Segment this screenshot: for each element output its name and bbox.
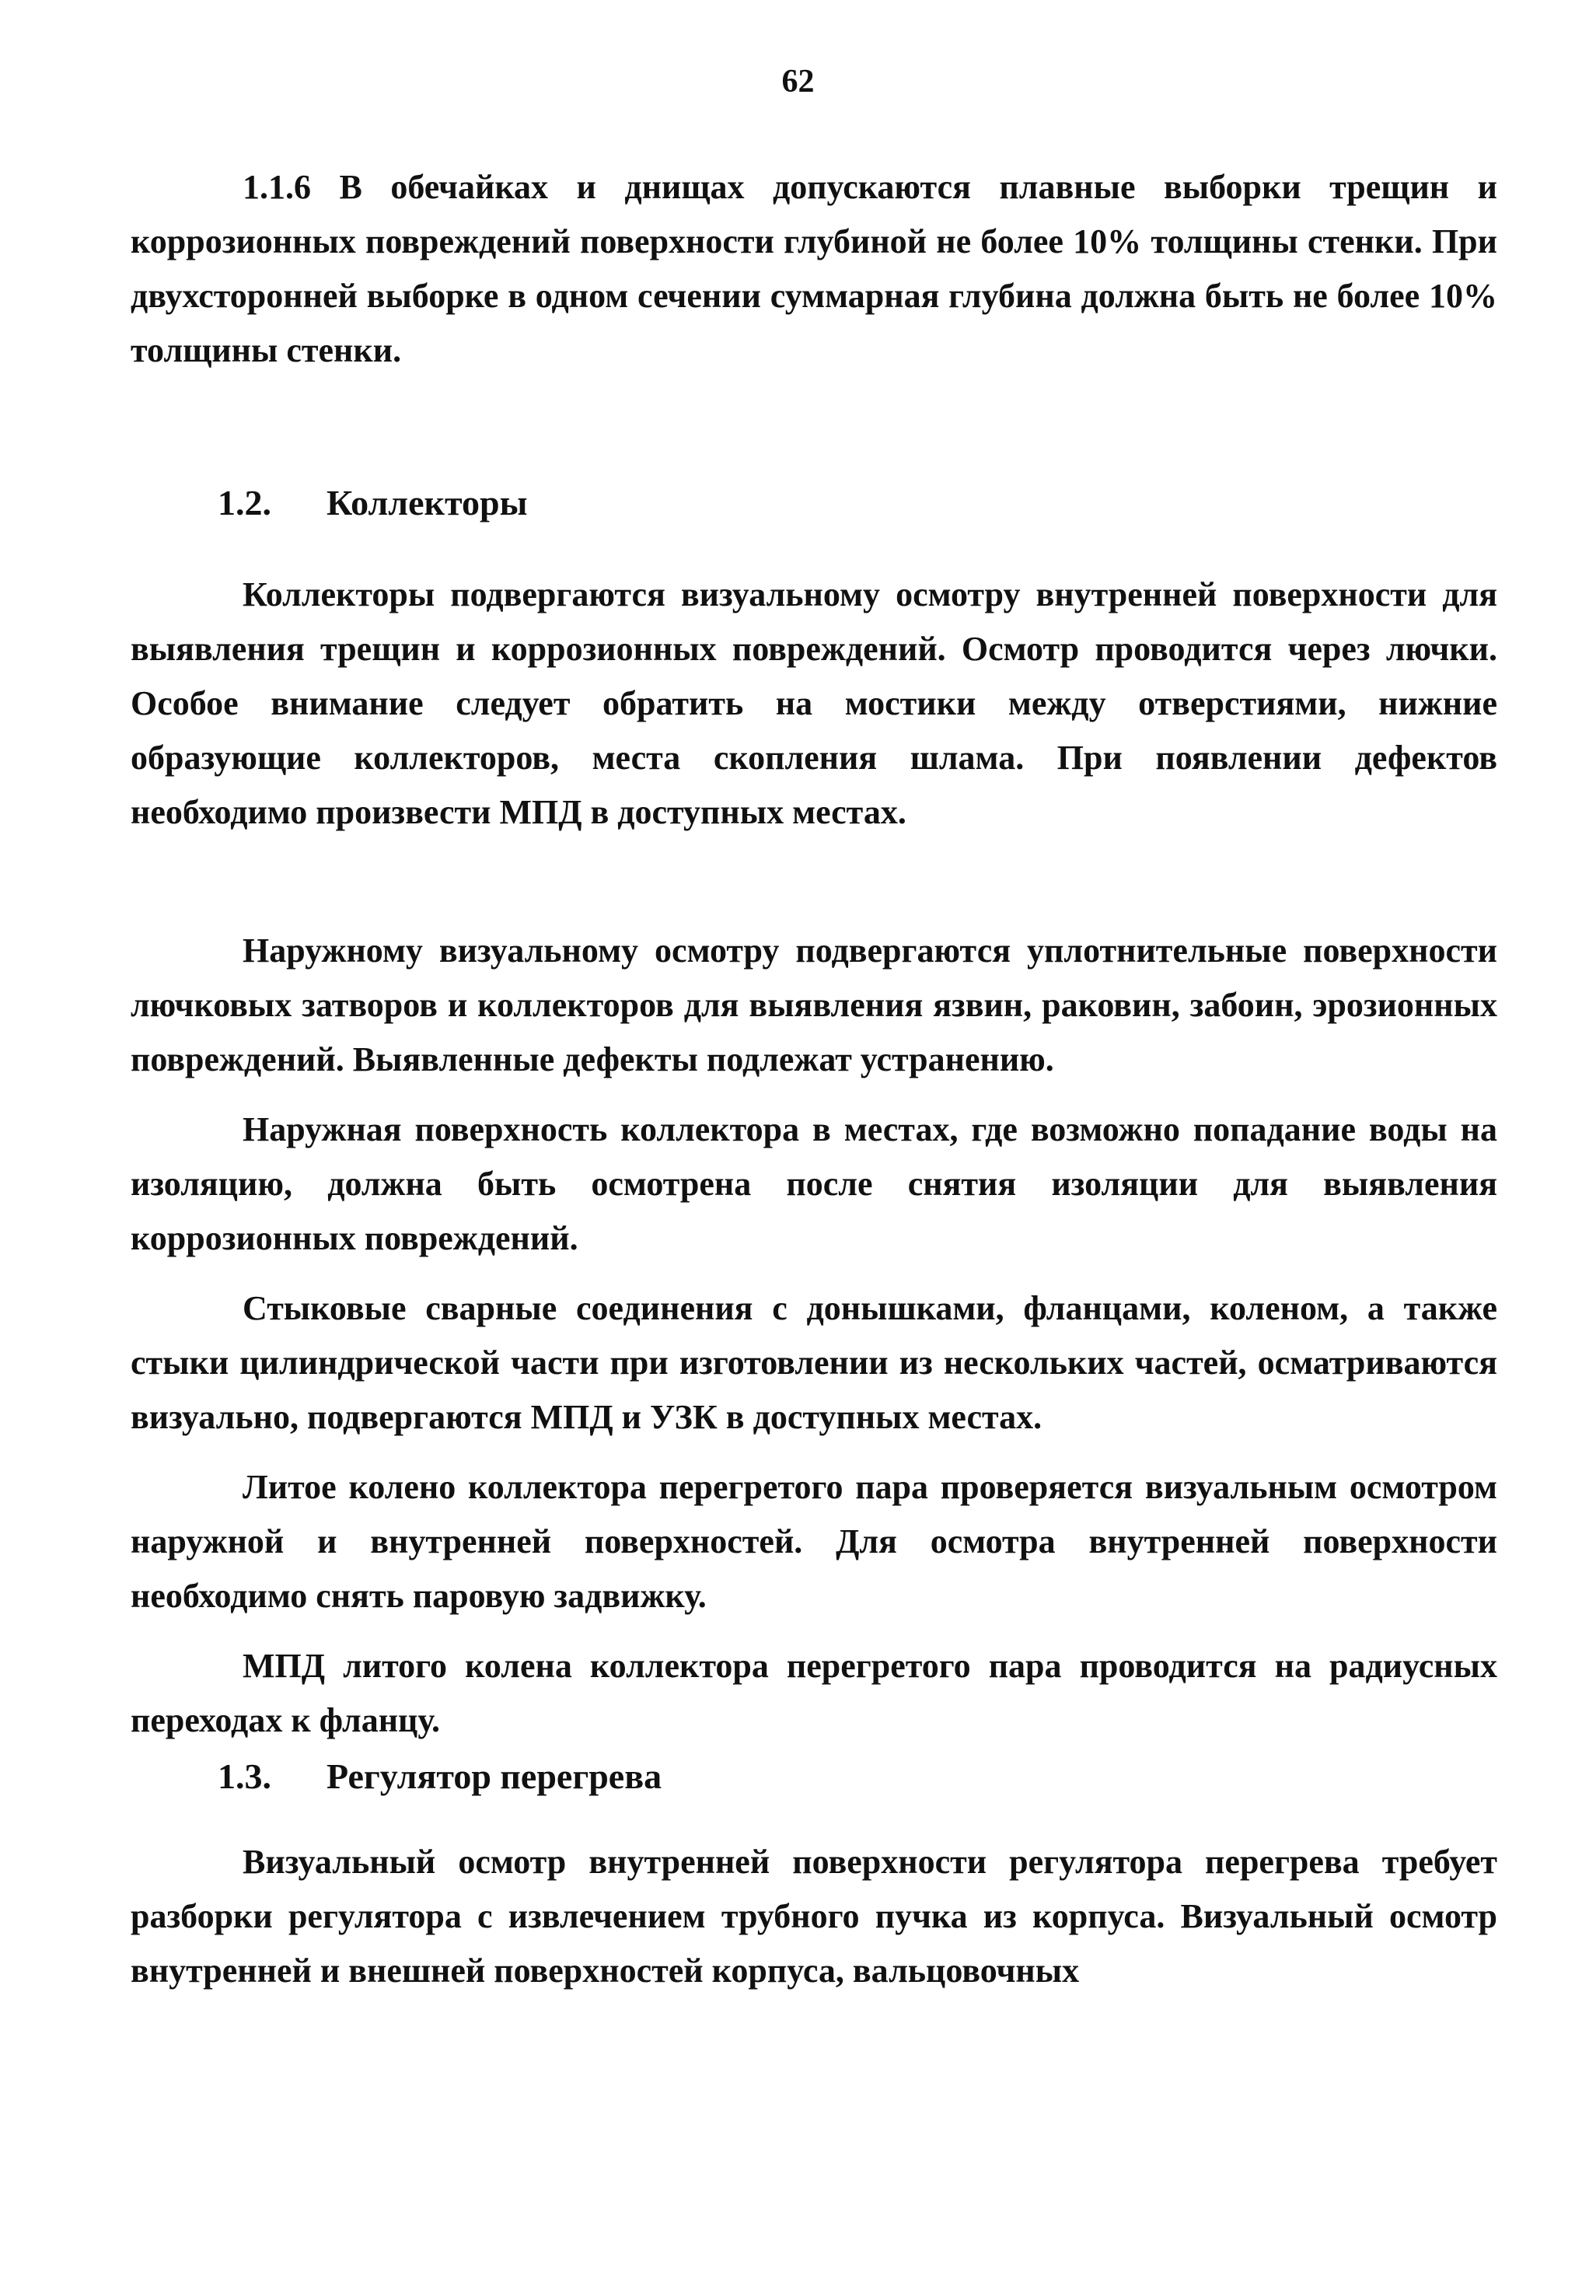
paragraph-1-1-6: 1.1.6 В обечайках и днищах допускаются плавные выборки трещин и коррозионных повреждений поверхности глубиной не более 10% толщины стенки. При двухсторонней выборке в одном сечении суммарная глубина должна быть не более 10% толщины стенки. (131, 168, 1497, 369)
heading-number: 1.3. (218, 1756, 271, 1796)
paragraph-outer-surface: Наружная поверхность коллектора в местах, где возможно попадание воды на изоляцию, должна быть осмотрена после снятия изоляции для выявления коррозионных повреждений. (131, 1110, 1497, 1257)
paragraph-mpd-elbow: МПД литого колена коллектора перегретого пара проводится на радиусных переходах к фланцу. (131, 1647, 1497, 1739)
heading-title: Коллекторы (327, 483, 528, 522)
heading-superheat-regulator (218, 1749, 662, 1804)
paragraph-regulator-inspection: Визуальный осмотр внутренней поверхности регулятора перегрева требует разборки регулятора с извлечением трубного пучка из корпуса. Визуальный осмотр внутренней и внешней поверхностей корпуса, вальцовочных (131, 1843, 1497, 1990)
paragraph-sealing-surfaces: Наружному визуальному осмотру подвергаются уплотнительные поверхности лючковых затворов и коллекторов для выявления язвин, раковин, забоин, эрозионных повреждений. Выявленные дефекты подлежат устранению. (131, 931, 1497, 1078)
paragraph-butt-welds: Стыковые сварные соединения с донышками, фланцами, коленом, а также стыки цилиндрической части при изготовлении из нескольких частей, осматриваются визуально, подвергаются МПД и УЗК в доступных местах. (131, 1289, 1497, 1436)
heading-collectors (218, 476, 527, 530)
heading-title: Регулятор перегрева (327, 1756, 662, 1796)
paragraph-cast-elbow: Литое колено коллектора перегретого пара проверяется визуальным осмотром наружной и внутренней поверхностей. Для осмотра внутренней поверхности необходимо снять паровую задвижку. (131, 1468, 1497, 1615)
heading-number: 1.2. (218, 483, 271, 522)
paragraph-collectors-inspection: Коллекторы подвергаются визуальному осмотру внутренней поверхности для выявления трещин и коррозионных повреждений. Осмотр проводится через лючки. Особое внимание следует обратить на мостики между отверстиями, нижние образующие коллекторов, места скопления шлама. При появлении дефектов необходимо произвести МПД в доступных местах. (131, 575, 1497, 831)
page-number: 62 (781, 64, 815, 100)
